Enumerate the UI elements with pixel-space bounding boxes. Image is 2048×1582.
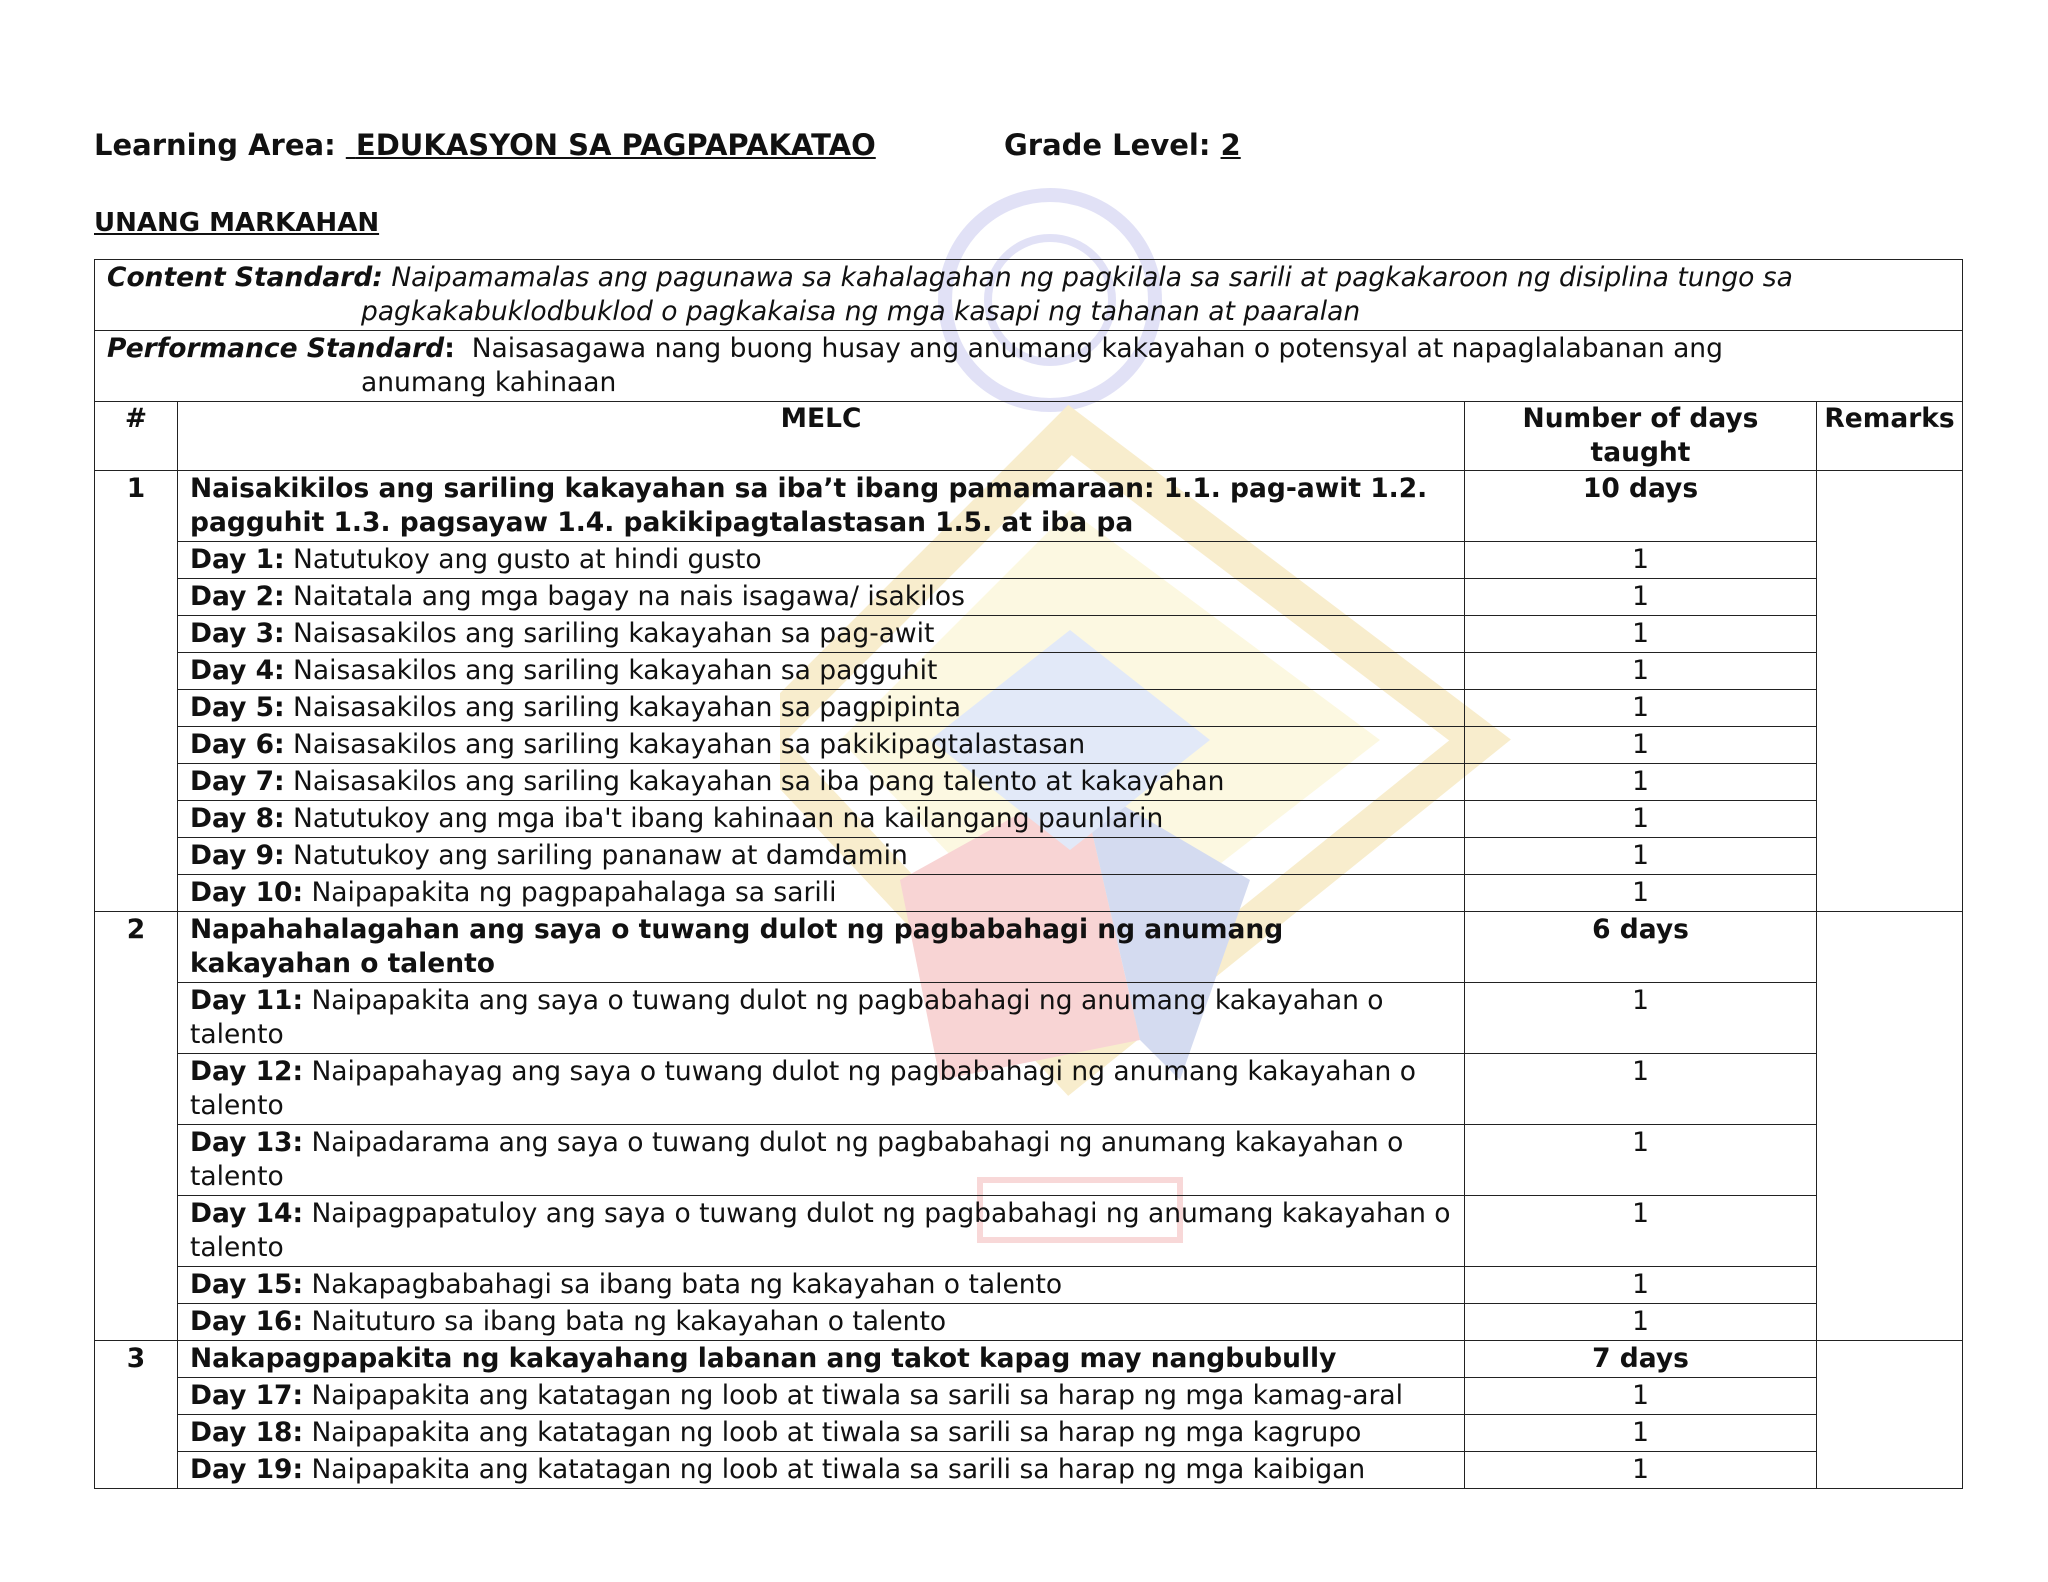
day-text: Nakapagbabahagi sa ibang bata ng kakayahan o talento	[311, 1269, 1063, 1300]
day-label: Day 6:	[190, 729, 285, 760]
day-row	[95, 690, 1963, 727]
day-row	[95, 838, 1963, 875]
remarks-cell	[1817, 1341, 1963, 1489]
day-objective	[178, 1054, 1465, 1125]
content-standard-row	[95, 260, 1963, 331]
day-objective	[178, 727, 1465, 764]
competency-days: 10 days	[1465, 471, 1817, 542]
competency-number: 3	[95, 1341, 178, 1489]
day-row	[95, 764, 1963, 801]
competency-number: 2	[95, 912, 178, 1341]
day-objective	[178, 875, 1465, 912]
day-text: Naipapakita ng pagpapahalaga sa sarili	[311, 877, 837, 908]
content-standard: Content Standard: Naipamamalas ang pagunawa sa kahalagahan ng pagkilala sa sarili at pagkakaroon ng disiplina tungo sa pagkakabuklodbuklod o pagkakaisa ng mga kasapi ng tahanan at paaralan	[95, 260, 1963, 331]
competency-number: 1	[95, 471, 178, 912]
day-objective	[178, 1415, 1465, 1452]
day-count: 1	[1465, 579, 1817, 616]
melc-table	[94, 259, 1963, 1489]
col-header-remarks: Remarks	[1817, 402, 1963, 471]
day-objective	[178, 653, 1465, 690]
day-text: Natutukoy ang mga iba't ibang kahinaan na kailangang paunlarin	[293, 803, 1164, 834]
content-standard-text: Naipamamalas ang pagunawa sa kahalagahan ng pagkilala sa sarili at pagkakaroon ng disiplina tungo sa	[391, 262, 1793, 293]
table-header-row	[95, 402, 1963, 471]
day-label: Day 10:	[190, 877, 304, 908]
day-row	[95, 653, 1963, 690]
day-objective	[178, 1452, 1465, 1489]
day-label: Day 16:	[190, 1306, 304, 1337]
col-header-days: Number of days taught	[1465, 402, 1817, 471]
day-row	[95, 875, 1963, 912]
day-count: 1	[1465, 542, 1817, 579]
day-objective	[178, 690, 1465, 727]
day-objective	[178, 616, 1465, 653]
day-row	[95, 1054, 1963, 1125]
day-row	[95, 1125, 1963, 1196]
day-row	[95, 579, 1963, 616]
day-label: Day 11:	[190, 985, 304, 1016]
day-row	[95, 983, 1963, 1054]
day-row	[95, 1267, 1963, 1304]
day-count: 1	[1465, 1125, 1817, 1196]
day-label: Day 3:	[190, 618, 285, 649]
day-text: Naipapakita ang katatagan ng loob at tiwala sa sarili sa harap ng mga kaibigan	[311, 1454, 1366, 1485]
day-label: Day 5:	[190, 692, 285, 723]
day-row	[95, 801, 1963, 838]
competency-days: 6 days	[1465, 912, 1817, 983]
competency-title: Napahahalagahan ang saya o tuwang dulot ng pagbabahagi ng anumang kakayahan o talento	[178, 912, 1465, 983]
day-label: Day 19:	[190, 1454, 304, 1485]
day-text: Naipadarama ang saya o tuwang dulot ng pagbabahagi ng anumang kakayahan o talento	[190, 1127, 1404, 1192]
competency-row	[95, 912, 1963, 983]
day-count: 1	[1465, 616, 1817, 653]
day-label: Day 15:	[190, 1269, 304, 1300]
competency-row	[95, 1341, 1963, 1378]
day-count: 1	[1465, 1196, 1817, 1267]
day-row	[95, 1196, 1963, 1267]
day-label: Day 17:	[190, 1380, 304, 1411]
day-label: Day 14:	[190, 1198, 304, 1229]
learning-area-value: EDUKASYON SA PAGPAPAKATAO	[355, 128, 876, 162]
day-label: Day 12:	[190, 1056, 304, 1087]
competency-row	[95, 471, 1963, 542]
day-count: 1	[1465, 1054, 1817, 1125]
content-standard-text-cont: pagkakabuklodbuklod o pagkakaisa ng mga kasapi ng tahanan at paaralan	[361, 296, 1361, 327]
competency-title: Nakapagpapakita ng kakayahang labanan ang takot kapag may nangbubully	[178, 1341, 1465, 1378]
day-objective	[178, 801, 1465, 838]
day-count: 1	[1465, 1452, 1817, 1489]
day-text: Naisasakilos ang sariling kakayahan sa pagguhit	[293, 655, 938, 686]
day-count: 1	[1465, 653, 1817, 690]
competency-title: Naisakikilos ang sariling kakayahan sa iba’t ibang pamamaraan: 1.1. pag-awit 1.2. pagguhit 1.3. pagsayaw 1.4. pakikipagtalastasan 1.5. at iba pa	[178, 471, 1465, 542]
remarks-cell	[1817, 471, 1963, 912]
day-text: Naipapakita ang katatagan ng loob at tiwala sa sarili sa harap ng mga kamag-aral	[311, 1380, 1403, 1411]
day-count: 1	[1465, 801, 1817, 838]
day-objective	[178, 1196, 1465, 1267]
day-row	[95, 727, 1963, 764]
day-count: 1	[1465, 1267, 1817, 1304]
day-row	[95, 1304, 1963, 1341]
day-text: Naisasakilos ang sariling kakayahan sa pakikipagtalastasan	[293, 729, 1086, 760]
day-text: Naipapahayag ang saya o tuwang dulot ng pagbabahagi ng anumang kakayahan o talento	[190, 1056, 1416, 1121]
day-objective	[178, 838, 1465, 875]
day-row	[95, 542, 1963, 579]
day-label: Day 8:	[190, 803, 285, 834]
day-count: 1	[1465, 875, 1817, 912]
quarter-title: UNANG MARKAHAN	[94, 208, 380, 238]
competency-days: 7 days	[1465, 1341, 1817, 1378]
day-text: Natutukoy ang sariling pananaw at damdamin	[293, 840, 908, 871]
day-count: 1	[1465, 983, 1817, 1054]
grade-level-value: 2	[1220, 128, 1241, 162]
day-count: 1	[1465, 838, 1817, 875]
day-objective	[178, 1304, 1465, 1341]
day-objective	[178, 1378, 1465, 1415]
performance-standard-text-cont: anumang kahinaan	[361, 367, 617, 398]
day-row	[95, 1452, 1963, 1489]
day-label: Day 7:	[190, 766, 285, 797]
day-objective	[178, 764, 1465, 801]
day-text: Naitatala ang mga bagay na nais isagawa/ isakilos	[293, 581, 965, 612]
grade-level-label: Grade Level	[1003, 128, 1199, 162]
col-header-number: #	[95, 402, 178, 471]
day-label: Day 4:	[190, 655, 285, 686]
performance-standard-text: Naisasagawa nang buong husay ang anumang kakayahan o potensyal at napaglalabanan ang	[471, 333, 1723, 364]
performance-standard: Performance Standard: Naisasagawa nang buong husay ang anumang kakayahan o potensyal at napaglalabanan ang anumang kahinaan	[95, 331, 1963, 402]
day-count: 1	[1465, 764, 1817, 801]
day-count: 1	[1465, 1304, 1817, 1341]
day-label: Day 18:	[190, 1417, 304, 1448]
day-row	[95, 1378, 1963, 1415]
learning-area-label: Learning Area:	[94, 128, 336, 162]
day-count: 1	[1465, 690, 1817, 727]
day-count: 1	[1465, 1415, 1817, 1452]
day-text: Naipapakita ang saya o tuwang dulot ng pagbabahagi ng anumang kakayahan o talento	[190, 985, 1384, 1050]
day-objective	[178, 579, 1465, 616]
day-text: Naisasakilos ang sariling kakayahan sa pagpipinta	[293, 692, 961, 723]
day-count: 1	[1465, 1378, 1817, 1415]
day-objective	[178, 1125, 1465, 1196]
day-text: Naipagpapatuloy ang saya o tuwang dulot ng pagbabahagi ng anumang kakayahan o talento	[190, 1198, 1451, 1263]
day-objective	[178, 983, 1465, 1054]
day-text: Naisasakilos ang sariling kakayahan sa pag-awit	[293, 618, 935, 649]
day-objective	[178, 542, 1465, 579]
col-header-melc: MELC	[178, 402, 1465, 471]
day-objective	[178, 1267, 1465, 1304]
day-text: Natutukoy ang gusto at hindi gusto	[293, 544, 762, 575]
day-text: Naipapakita ang katatagan ng loob at tiwala sa sarili sa harap ng mga kagrupo	[311, 1417, 1362, 1448]
day-count: 1	[1465, 727, 1817, 764]
day-text: Naituturo sa ibang bata ng kakayahan o talento	[311, 1306, 947, 1337]
day-row	[95, 616, 1963, 653]
document-header: Learning Area: EDUKASYON SA PAGPAPAKATAO Grade Level: 2	[94, 128, 1241, 162]
day-label: Day 9:	[190, 840, 285, 871]
day-label: Day 13:	[190, 1127, 304, 1158]
day-label: Day 1:	[190, 544, 285, 575]
day-text: Naisasakilos ang sariling kakayahan sa iba pang talento at kakayahan	[293, 766, 1225, 797]
performance-standard-row	[95, 331, 1963, 402]
day-label: Day 2:	[190, 581, 285, 612]
remarks-cell	[1817, 912, 1963, 1341]
day-row	[95, 1415, 1963, 1452]
